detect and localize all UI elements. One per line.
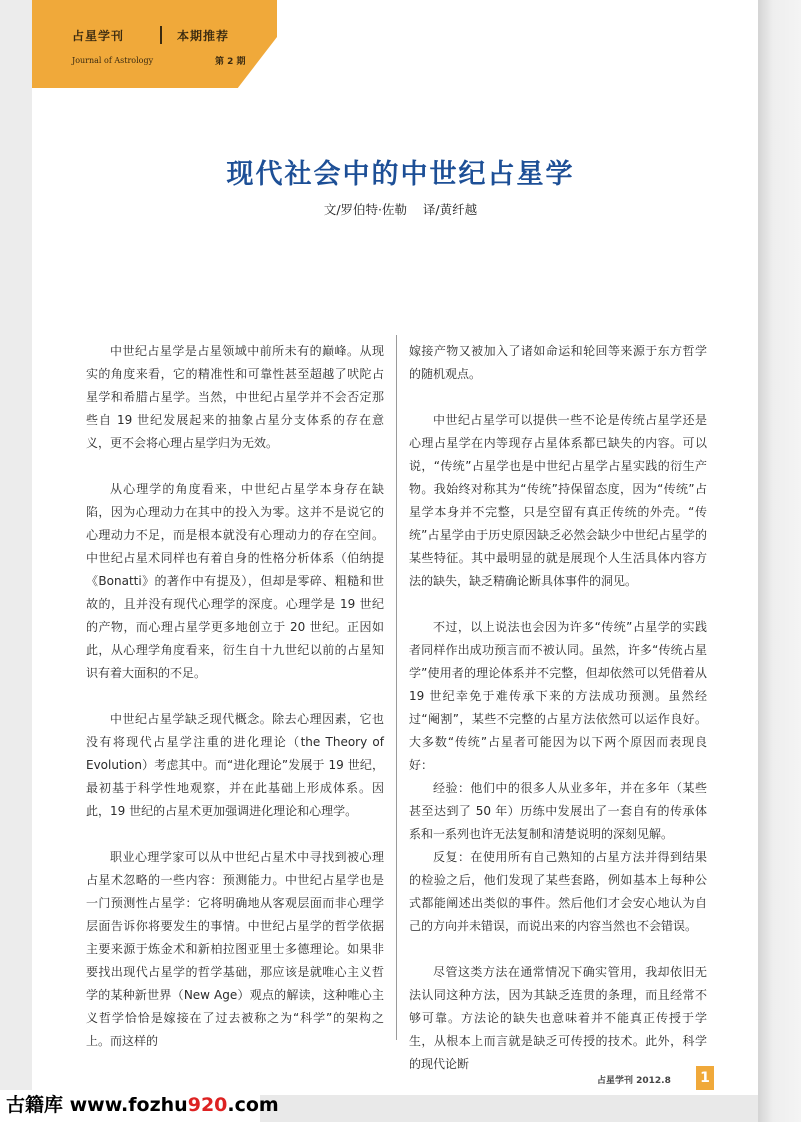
paragraph: 中世纪占星学是占星领域中前所未有的巅峰。从现实的角度来看，它的精准性和可靠性甚至超越了吠陀占星学和希腊占星学。当然，中世纪占星学并不会否定那些自 19 世纪发展起来的抽象占星分支体系的存在意义，更不会将心理占星学归为无效。 [86, 344, 384, 450]
column-divider [396, 335, 397, 1040]
page-number: 1 [696, 1066, 714, 1090]
header-separator [160, 26, 162, 44]
paragraph: 经验：他们中的很多人从业多年，并在多年（某些甚至达到了 50 年）历练中发展出了一套自有的传承体系和一系列也许无法复制和清楚说明的深刻见解。 [409, 781, 707, 841]
paragraph: 尽管这类方法在通常情况下确实管用，我却依旧无法认同这种方法，因为其缺乏连贯的条理，而且经常不够可靠。方法论的缺失也意味着并不能真正传授于学生，从根本上而言就是缺乏可传授的技术。此外，科学的现代论断 [409, 965, 707, 1071]
header-issue: 第 2 期 [215, 57, 246, 67]
article-byline: 文/罗伯特·佐勒 译/黄纤越 [323, 202, 478, 217]
left-column [86, 340, 384, 1076]
header-banner [32, 0, 277, 88]
footer-journal-date: 占星学刊 2012.8 [597, 1076, 671, 1086]
paragraph: 职业心理学家可以从中世纪占星术中寻找到被心理占星术忽略的一些内容：预测能力。中世纪占星学也是一门预测性占星学：它将明确地从客观层面而非心理学层面告诉你将要发生的事情。中世纪占星学的哲学依据主要来源于炼金术和新柏拉图亚里士多德理论。如果非要找出现代占星学的哲学基础，那应该是就唯心主义哲学的某种新世界（New Age）观点的解读，这种唯心主义哲学恰恰是嫁接在了过去被称之为“科学”的架构之上。而这样的 [86, 850, 384, 1048]
right-column [409, 340, 707, 1099]
watermark-text: 古籍库 www.fozhu [6, 1094, 188, 1116]
header-journal-english: Journal of Astrology [72, 56, 154, 65]
paragraph: 从心理学的角度看来，中世纪占星学本身存在缺陷，因为心理动力在其中的投入为零。这并不是说它的心理动力不足，而是根本就没有心理动力的存在空间。中世纪占星术同样也有着自身的性格分析体系（伯纳提《Bonatti》的著作中有提及），但却是零碎、粗糙和世故的，且并没有现代心理学的深度。心理学是 19 世纪的产物，而心理占星学更多地创立于 20 世纪。正因如此，从心理学角度看来，衍生自十九世纪以前的占星知识有着大面积的不足。 [86, 482, 384, 680]
paragraph-continuation: 嫁接产物又被加入了诸如命运和轮回等来源于东方哲学的随机观点。 [409, 344, 707, 381]
watermark-number: 920 [187, 1094, 228, 1116]
article-title: 现代社会中的中世纪占星学 [226, 159, 575, 190]
watermark-suffix: .com [227, 1094, 279, 1116]
paragraph: 不过，以上说法也会因为许多“传统”占星学的实践者同样作出成功预言而不被认同。虽然，许多“传统占星学”使用者的理论体系并不完整，但却依然可以凭借着从 19 世纪幸免于难传承下来的方法成功预测。虽然经过“阉割”，某些不完整的占星方法依然可以运作良好。大多数“传统”占星者可能因为以下两个原因而表现良好： [409, 620, 707, 772]
paragraph: 中世纪占星学缺乏现代概念。除去心理因素，它也没有将现代占星学注重的进化理论（the Theory of Evolution）考虑其中。而“进化理论”发展于 19 世纪，最初基于科学性地观察，并在此基础上形成体系。因此，19 世纪的占星术更加强调进化理论和心理学。 [86, 712, 384, 818]
paragraph: 反复：在使用所有自己熟知的占星方法并得到结果的检验之后，他们发现了某些套路，例如基本上每种公式都能阐述出类似的事件。然后他们才会安心地认为自己的方向并未错误，而说出来的内容当然也不会错误。 [409, 850, 707, 933]
header-section-name: 本期推荐 [177, 29, 230, 43]
watermark [0, 1090, 279, 1122]
header-journal-name: 占星学刊 [72, 29, 125, 43]
paragraph: 中世纪占星学可以提供一些不论是传统占星学还是心理占星学在内等现存占星体系都已缺失的内容。可以说，“传统”占星学也是中世纪占星学占星实践的衍生产物。我始终对称其为“传统”持保留态度，因为“传统”占星学本身并不完整，只是空留有真正传统的外壳。“传统”占星学由于历史原因缺乏必然会缺少中世纪占星学的某些特征。其中最明显的就是展现个人生活具体内容方法的缺失，缺乏精确论断具体事件的洞见。 [409, 413, 707, 588]
